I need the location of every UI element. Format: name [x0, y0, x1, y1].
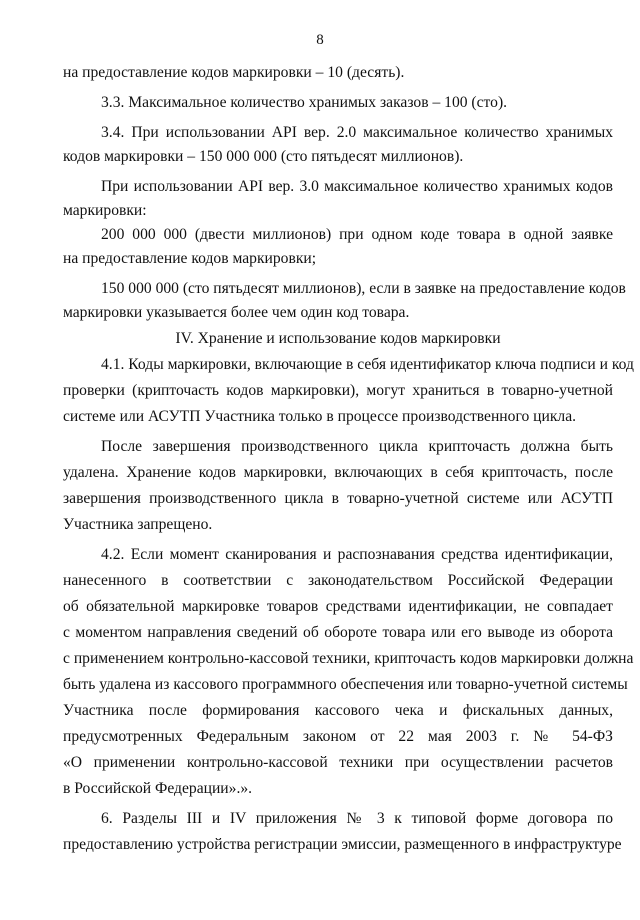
text-line: быть удалена из кассового программного обеспечения или товарно-учетной системы — [63, 676, 628, 693]
text-line: При использовании API вер. 3.0 максимальное количество хранимых кодов — [101, 178, 613, 195]
text-line: Участника запрещено. — [63, 516, 213, 533]
text-line: проверки (крипточасть кодов маркировки), могут храниться в товарно-учетной — [63, 382, 613, 399]
text-line: 4.1. Коды маркировки, включающие в себя идентификатор ключа подписи и код — [101, 356, 634, 373]
text-line: 3.3. Максимальное количество хранимых заказов – 100 (сто). — [101, 94, 508, 111]
text-line: После завершения производственного цикла крипточасть должна быть — [101, 438, 613, 455]
text-line: 3.4. При использовании API вер. 2.0 максимальное количество хранимых — [101, 124, 613, 141]
section-heading: IV. Хранение и использование кодов маркировки — [175, 330, 501, 347]
text-line: кодов маркировки – 150 000 000 (сто пятьдесят миллионов). — [63, 148, 464, 165]
text-line: 4.2. Если момент сканирования и распознавания средства идентификации, — [101, 546, 613, 563]
text-line: на предоставление кодов маркировки; — [63, 250, 317, 267]
text-line: 6. Разделы III и IV приложения № 3 к типовой форме договора по — [101, 810, 613, 827]
text-line: на предоставление кодов маркировки – 10 (десять). — [63, 64, 405, 81]
text-line: удалена. Хранение кодов маркировки, включающих в себя крипточасть, после — [63, 464, 613, 481]
text-line: маркировки указывается более чем один код товара. — [63, 304, 410, 321]
text-line: 150 000 000 (сто пятьдесят миллионов), если в заявке на предоставление кодов — [101, 280, 626, 297]
text-line: нанесенного в соответствии с законодательством Российской Федерации — [63, 572, 613, 589]
text-line: маркировки: — [63, 202, 147, 219]
text-line: с применением контрольно-кассовой техники, крипточасть кодов маркировки должна — [63, 650, 634, 667]
text-line: с моментом направления сведений об обороте товара или его выводе из оборота — [63, 624, 613, 641]
text-line: завершения производственного цикла в товарно-учетной системе или АСУТП — [63, 490, 613, 507]
text-line: предоставлению устройства регистрации эмиссии, размещенного в инфраструктуре — [63, 836, 622, 853]
page-number: 8 — [316, 32, 324, 48]
text-line: Участника после формирования кассового чека и фискальных данных, — [63, 702, 613, 719]
text-line: предусмотренных Федеральным законом от 22 мая 2003 г. № 54-ФЗ — [63, 728, 613, 745]
text-line: в Российской Федерации».». — [63, 780, 253, 797]
text-line: 200 000 000 (двести миллионов) при одном коде товара в одной заявке — [101, 226, 613, 243]
text-line: об обязательной маркировке товаров средствами идентификации, не совпадает — [63, 598, 613, 615]
text-line: «О применении контрольно-кассовой техники при осуществлении расчетов — [63, 754, 613, 771]
text-line: системе или АСУТП Участника только в процессе производственного цикла. — [63, 408, 577, 425]
